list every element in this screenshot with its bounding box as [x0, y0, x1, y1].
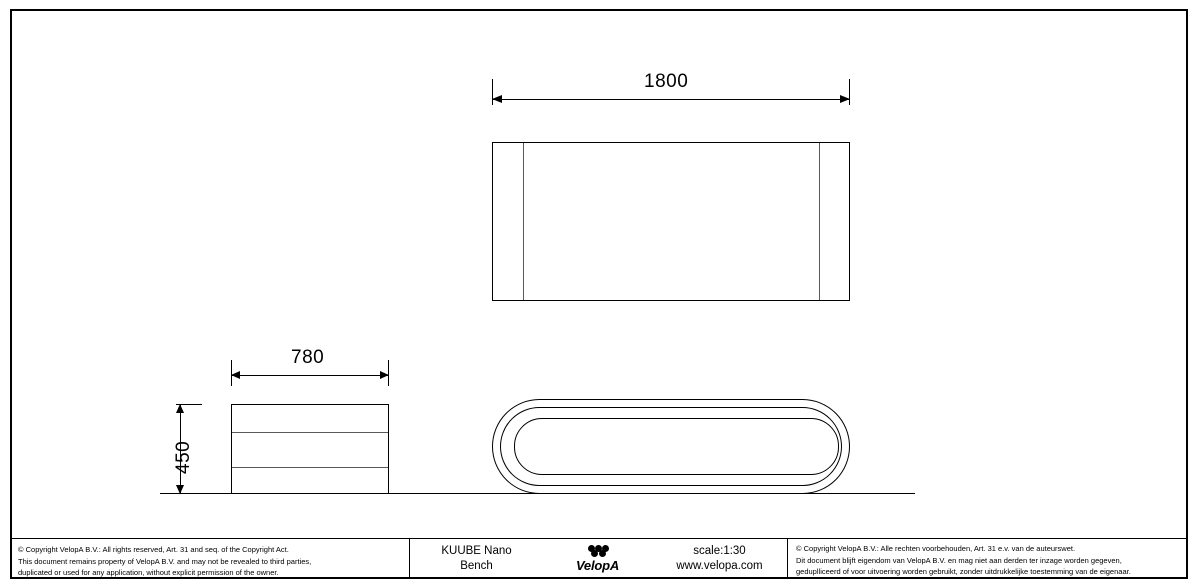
product-type: Bench [460, 560, 493, 572]
dim-length-arrow-right [840, 95, 850, 103]
side-elevation-seam-bottom [232, 467, 388, 468]
ground-line [160, 493, 915, 494]
title-block-legal-nl [788, 539, 1188, 579]
title-block-middle [410, 539, 788, 579]
front-elevation-seam-right [819, 143, 820, 300]
title-block [10, 538, 1188, 579]
side-elevation-seam-top [232, 432, 388, 433]
title-block-legal-en [10, 539, 410, 579]
dim-length-arrow-left [492, 95, 502, 103]
dim-depth-label: 780 [291, 347, 325, 368]
legal-nl-line-2: Dit document blijft eigendom van VelopA B.V. en mag niet aan derden ter inzage worden gegeven, [796, 555, 1122, 565]
dim-depth-arrow-left [231, 371, 240, 379]
front-elevation-body [492, 142, 850, 301]
dim-depth-line [231, 375, 389, 376]
legal-en-line-1: © Copyright VelopA B.V.: All rights reserved, Art. 31 and seq. of the Copyright Act. [18, 545, 289, 554]
product-name: KUUBE Nano [441, 545, 512, 557]
scale-label: scale:1:30 [693, 545, 746, 557]
scale-and-website [653, 544, 787, 574]
side-elevation-body [231, 404, 389, 494]
legal-nl-line-3: geduplliceerd of voor uitvoering worden gebruikt, zonder uitdrukkelijke toestemming van de eigenaar. [796, 567, 1131, 576]
flower-logo-icon [586, 545, 610, 557]
company-logo [544, 545, 652, 573]
dim-length-label: 1800 [644, 71, 689, 92]
legal-en-line-3: duplicated or used for any application, without explicit permission of the owner. [18, 568, 279, 577]
legal-nl-line-1: © Copyright VelopA B.V.: Alle rechten voorbehouden, Art. 31 e.v. van de auteurswet. [796, 544, 1076, 553]
legal-en-line-2: This document remains property of VelopA B.V. and may not be revealed to third parties, [18, 556, 312, 566]
website-link[interactable]: www.velopa.com [676, 560, 763, 572]
dim-length-line [492, 99, 850, 100]
dim-height-arrow-top [176, 404, 184, 413]
logo-wordmark: VelopA [575, 558, 620, 573]
dim-depth-arrow-right [380, 371, 389, 379]
front-elevation-seam-left [523, 143, 524, 300]
dim-height-label: 450 [173, 440, 194, 474]
product-identification [411, 544, 543, 574]
plan-view-seat-panel [514, 418, 839, 475]
